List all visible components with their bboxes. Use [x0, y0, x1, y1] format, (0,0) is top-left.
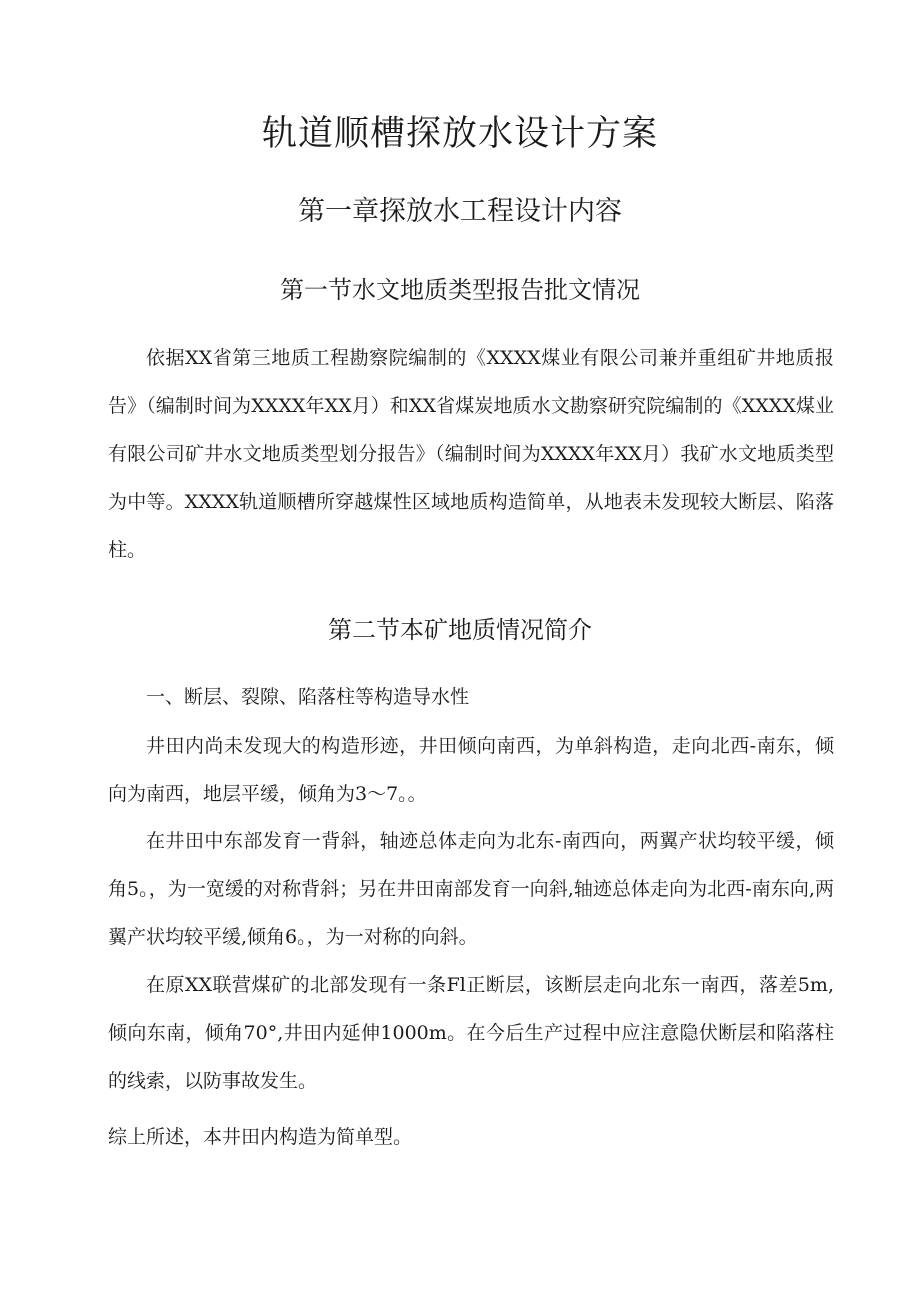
document-title: 轨道顺槽探放水设计方案: [261, 114, 658, 154]
section-2-summary: 综上所述，本井田内构造为简单型。: [108, 1126, 413, 1148]
section-1-paragraph: 依据XX省第三地质工程勘察院编制的《XXXX煤业有限公司兼并重组矿井地质报告》（编制时间为XXXX年XX月）和XX省煤炭地质水文勘察研究院编制的《XXXX煤业有限公司矿井水文地质类型划分报告》（编制时间为XXXX年XX月）我矿水文地质类型为中等。XXXX轨道顺槽所穿越煤性区域地质构造简单，从地表未发现较大断层、陷落柱。: [108, 347, 834, 561]
section-2-paragraph-2: 在井田中东部发育一背斜，轴迹总体走向为北东-南西向，两翼产状均较平缓，倾角5。，为一宽缓的对称背斜；另在井田南部发育一向斜,轴迹总体走向为北西-南东向,两翼产状均较平缓,倾角6。，为一对称的向斜。: [108, 830, 834, 948]
section-2-paragraph-1: 井田内尚未发现大的构造形迹，井田倾向南西，为单斜构造，走向北西-南东，倾向为南西，地层平缓，倾角为3～7。。: [108, 735, 834, 805]
section-1-heading: 第一节水文地质类型报告批文情况: [280, 276, 640, 304]
section-2-heading: 第二节本矿地质情况简介: [328, 616, 592, 644]
section-2-subheading: 一、断层、裂隙、陷落柱等构造导水性: [146, 686, 470, 708]
chapter-heading: 第一章探放水工程设计内容: [298, 196, 622, 227]
section-2-paragraph-3: 在原XX联营煤矿的北部发现有一条Fl正断层，该断层走向北东一南西，落差5m,倾向东南，倾角70°,井田内延伸1000m。在今后生产过程中应注意隐伏断层和陷落柱的线索，以防事故发生。: [108, 974, 834, 1092]
